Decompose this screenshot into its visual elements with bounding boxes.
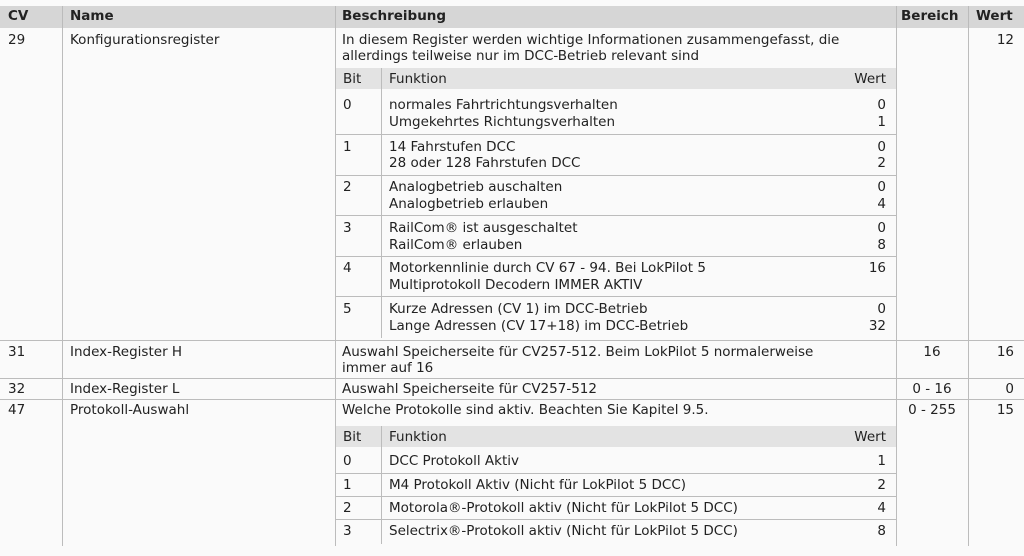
subtable-header-function: Funktion <box>389 429 447 445</box>
cell-description-line1: In diesem Register werden wichtige Informationen zusammengefasst, die <box>342 32 840 48</box>
subtable-header-bit: Bit <box>343 429 362 445</box>
bit-value: 4 <box>877 500 886 516</box>
cell-range: 0 - 255 <box>908 402 956 418</box>
cell-value: 0 <box>1005 381 1014 397</box>
header-range: Bereich <box>901 8 959 24</box>
subtable-header-value: Wert <box>854 429 886 445</box>
bit-number: 0 <box>343 453 352 469</box>
bit-number: 2 <box>343 179 352 195</box>
header-value: Wert <box>976 8 1013 24</box>
bit-number: 3 <box>343 523 352 539</box>
cell-range: 0 - 16 <box>912 381 952 397</box>
cell-description-line1: Welche Protokolle sind aktiv. Beachten Sie Kapitel 9.5. <box>342 402 709 418</box>
cell-description-line2: immer auf 16 <box>342 360 434 376</box>
subtable-header-function: Funktion <box>389 71 447 87</box>
bit-function-line1: RailCom® ist ausgeschaltet <box>389 220 578 236</box>
bit-value-line2: 1 <box>877 114 886 130</box>
bit-function: DCC Protokoll Aktiv <box>389 453 519 469</box>
cell-description-line2: allerdings teilweise nur im DCC-Betrieb relevant sind <box>342 48 700 64</box>
header-cv: CV <box>8 8 29 24</box>
cell-cv: 47 <box>8 402 26 418</box>
bit-number: 4 <box>343 260 352 276</box>
bit-number: 0 <box>343 97 352 113</box>
cell-name: Index-Register H <box>70 344 183 360</box>
cell-cv: 31 <box>8 344 26 360</box>
cell-value: 16 <box>996 344 1014 360</box>
cell-name: Index-Register L <box>70 381 180 397</box>
cell-name: Konfigurationsregister <box>70 32 220 48</box>
bit-function-line2: Lange Adressen (CV 17+18) im DCC-Betrieb <box>389 318 689 334</box>
bit-value-line2: 4 <box>877 196 886 212</box>
cell-name: Protokoll-Auswahl <box>70 402 190 418</box>
bit-function-line1: Analogbetrieb auschalten <box>389 179 563 195</box>
bit-function: Selectrix®-Protokoll aktiv (Nicht für LokPilot 5 DCC) <box>389 523 738 539</box>
bit-value: 8 <box>877 523 886 539</box>
bit-value-line1: 16 <box>868 260 886 276</box>
bit-number: 1 <box>343 477 352 493</box>
bit-value-line2: 32 <box>868 318 886 334</box>
cell-cv: 29 <box>8 32 26 48</box>
bit-function: M4 Protokoll Aktiv (Nicht für LokPilot 5 DCC) <box>389 477 687 493</box>
header-name: Name <box>70 8 114 24</box>
cell-range: 16 <box>923 344 941 360</box>
bit-value-line1: 0 <box>877 301 886 317</box>
cell-value: 12 <box>996 32 1014 48</box>
bit-function-line1: Kurze Adressen (CV 1) im DCC-Betrieb <box>389 301 648 317</box>
bit-value-line2: 8 <box>877 237 886 253</box>
bit-function: Motorola®-Protokoll aktiv (Nicht für LokPilot 5 DCC) <box>389 500 738 516</box>
bit-function-line2: RailCom® erlauben <box>389 237 523 253</box>
bit-value: 1 <box>877 453 886 469</box>
cell-value: 15 <box>996 402 1014 418</box>
bit-number: 2 <box>343 500 352 516</box>
bit-function-line2: Umgekehrtes Richtungsverhalten <box>389 114 616 130</box>
bit-function-line1: 14 Fahrstufen DCC <box>389 139 516 155</box>
bit-value-line1: 0 <box>877 220 886 236</box>
bit-function-line1: normales Fahrtrichtungsverhalten <box>389 97 618 113</box>
bit-value-line2: 2 <box>877 155 886 171</box>
bit-number: 1 <box>343 139 352 155</box>
bit-number: 3 <box>343 220 352 236</box>
bit-number: 5 <box>343 301 352 317</box>
bit-value: 2 <box>877 477 886 493</box>
table-header <box>0 6 1024 28</box>
cell-cv: 32 <box>8 381 26 397</box>
cell-description-line1: Auswahl Speicherseite für CV257-512. Beim LokPilot 5 normalerweise <box>342 344 814 360</box>
bit-function-line2: Analogbetrieb erlauben <box>389 196 549 212</box>
subtable-header-value: Wert <box>854 71 886 87</box>
cell-description-line1: Auswahl Speicherseite für CV257-512 <box>342 381 597 397</box>
bit-function-line2: Multiprotokoll Decodern IMMER AKTIV <box>389 277 643 293</box>
subtable-header-bit: Bit <box>343 71 362 87</box>
bit-value-line1: 0 <box>877 139 886 155</box>
bit-value-line1: 0 <box>877 97 886 113</box>
bit-value-line1: 0 <box>877 179 886 195</box>
header-description: Beschreibung <box>342 8 447 24</box>
bit-function-line2: 28 oder 128 Fahrstufen DCC <box>389 155 581 171</box>
bit-function-line1: Motorkennlinie durch CV 67 - 94. Bei LokPilot 5 <box>389 260 706 276</box>
